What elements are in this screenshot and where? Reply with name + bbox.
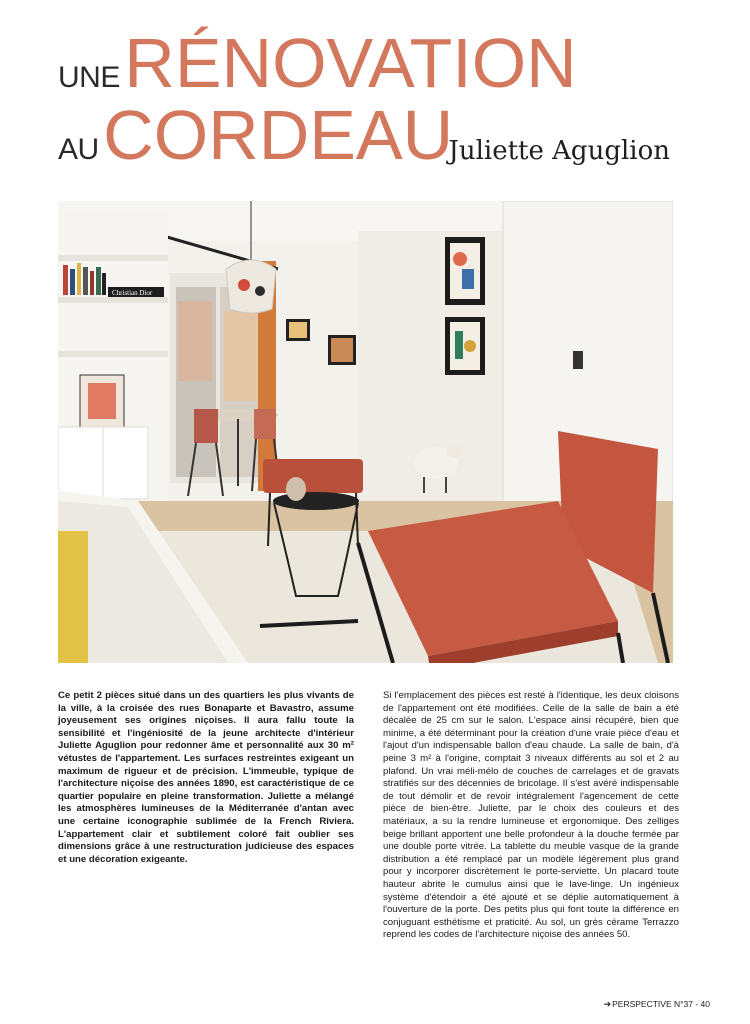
arrow-right-icon: ➔ bbox=[603, 999, 612, 1009]
body-column-left: Ce petit 2 pièces situé dans un des quartiers les plus vivants de la ville, à la croisée des rues Bonaparte et Bavastro, assume joyeusement ses origines niçoises. Il aura fallu toute la sensibilité et l'ingéniosité de la jeune architecte d'intérieur Juliette Aguglion pour redonner âme et personnalité aux 30 m² vétustes de l'appartement. Les surfaces restreintes exigeant un maximum de rigueur et de précision. L'immeuble, typique de l'architecture niçoise des années 1890, est caractéristique de ce quartier populaire en pleine transformation. Juliette a mélangé les atmosphères lumineuses de la Méditerranée d'antan avec une certaine iconographie sublimée de la French Riviera. L'appartement clair et subtilement coloré fait oublier ses dimensions grâce à une restructuration judicieuse des espaces et une décoration exigeante. bbox=[58, 690, 354, 865]
title-word-au: AU bbox=[58, 133, 99, 166]
author-name: Juliette Aguglion bbox=[448, 136, 670, 166]
title-word-renovation: RÉNOVATION bbox=[124, 24, 577, 102]
title-word-une: UNE bbox=[58, 61, 120, 94]
page-footer bbox=[604, 999, 710, 1010]
interior-photo bbox=[58, 201, 673, 663]
title-line-2 bbox=[58, 96, 454, 174]
title-word-cordeau: CORDEAU bbox=[103, 96, 454, 174]
title-line-1 bbox=[58, 24, 577, 102]
footer-text: PERSPECTIVE N°37 - 40 bbox=[612, 999, 710, 1009]
poster-text: Christian Dior bbox=[112, 289, 153, 297]
body-column-right: Si l'emplacement des pièces est resté à l'identique, les deux cloisons de l'appartement ont été modifiées. Celle de la salle de bain a été décalée de 25 cm sur le salon. L'espace ainsi récupéré, bien que minime, a été déterminant pour la création d'une vraie pièce d'eau et l'ajout d'un indispensable ballon d'eau chaude. La salle de bain, d'à peine 3 m² à l'origine, comptait 3 niveaux différents au sol et 2 au plafond. Un vrai méli-mélo de couches de carrelages et de gravats stratifiés sur des décennies de bricolage. Il s'est avéré indispensable de tout démolir et de revoir intégralement l'agencement de cette pièce de bien-être. Juliette, par le choix des couleurs et des matériaux, a su la rendre lumineuse et ergonomique. Des zelliges beige brillant apportent une belle profondeur à la douche fermée par une double porte vitrée. La tablette du meuble vasque de la grande distribution a été remplacé par un modèle légèrement plus grand pour y incorporer discrètement le porte-serviette. Un placard toute hauteur abrite le cumulus ainsi que le lave-linge. Un ingénieux système d'étendoir a été ajouté et se déplie automatiquement à l'ouverture de la porte. Des petits plus qui font toute la différence en conjuguant esthétisme et praticité. Au sol, un grès cérame Terrazzo reprend les codes de l'architecture niçoise des années 50. bbox=[383, 690, 679, 941]
